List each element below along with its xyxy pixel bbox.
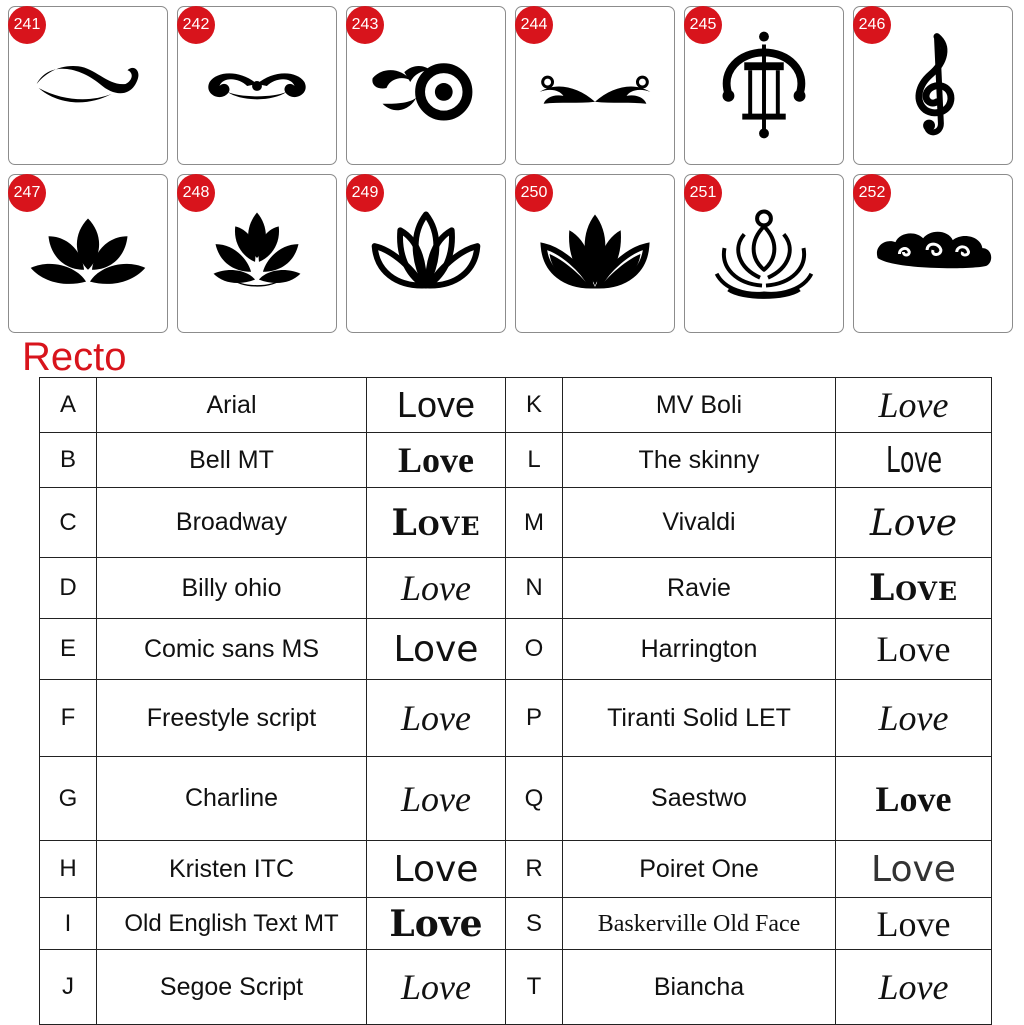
- cloud-swirl-icon: [854, 175, 1012, 332]
- font-option-name-cell: [97, 619, 367, 680]
- font-option-letter: D: [59, 574, 77, 601]
- treble-clef-icon: [854, 7, 1012, 164]
- lotus-petals-icon: [516, 175, 674, 332]
- lotus-outline-icon: [347, 175, 505, 332]
- font-option-name: Biancha: [653, 972, 745, 1001]
- font-sample: Love: [885, 440, 942, 481]
- font-sample-cell: [367, 488, 506, 558]
- font-sample: Love: [401, 967, 471, 1007]
- motif-number-badge: 252: [853, 174, 891, 212]
- font-option-letter: T: [526, 973, 542, 1000]
- font-sample: Love: [869, 502, 958, 544]
- font-sample: Love: [878, 698, 949, 738]
- font-option-name: Broadway: [175, 508, 288, 536]
- font-option-letter: A: [59, 391, 76, 418]
- font-option-name: Bell MT: [189, 445, 274, 474]
- font-option-letter-cell: [40, 841, 97, 898]
- font-sample: Love: [878, 385, 949, 425]
- font-option-name: Billy ohio: [181, 573, 282, 602]
- font-option-name: The skinny: [638, 445, 760, 474]
- font-option-name: Harrington: [640, 634, 758, 663]
- font-option-letter-cell: [40, 619, 97, 680]
- font-option-letter: I: [64, 909, 72, 937]
- motif-number-badge: 241: [8, 6, 46, 44]
- font-option-name-cell: [563, 757, 836, 841]
- motif-grid: [0, 0, 1024, 340]
- font-option-letter: L: [527, 446, 541, 473]
- font-option-name: Vivaldi: [662, 508, 736, 536]
- font-option-name-cell: [563, 619, 836, 680]
- section-heading: Recto: [22, 335, 127, 379]
- font-row: [40, 378, 992, 433]
- motif-tile[interactable]: [684, 174, 844, 333]
- font-option-letter: N: [525, 574, 543, 601]
- font-option-name-cell: [97, 841, 367, 898]
- font-sample-cell: [836, 757, 992, 841]
- font-sample-cell: [836, 950, 992, 1025]
- font-option-name-cell: [97, 950, 367, 1025]
- font-option-name: Saestwo: [651, 784, 747, 812]
- font-option-name-cell: [97, 378, 367, 433]
- font-sample: Love: [391, 501, 481, 544]
- font-row: [40, 898, 992, 950]
- font-row: [40, 433, 992, 488]
- lyre-icon: [685, 7, 843, 164]
- scroll-flourish-icon: [178, 7, 336, 164]
- lotus-yoga-icon: [685, 175, 843, 332]
- motif-tile[interactable]: [346, 6, 506, 165]
- font-option-name-cell: [97, 757, 367, 841]
- font-sample: Love: [871, 849, 956, 890]
- font-row: [40, 950, 992, 1025]
- font-sample-cell: [836, 378, 992, 433]
- motif-tile[interactable]: [684, 6, 844, 165]
- font-sample: Love: [868, 567, 959, 609]
- motif-tile[interactable]: [853, 6, 1013, 165]
- font-sample-cell: [836, 680, 992, 757]
- font-option-name-cell: [563, 433, 836, 488]
- font-option-letter: J: [62, 973, 74, 1000]
- motif-number-badge: 243: [346, 6, 384, 44]
- font-sample: Love: [876, 629, 951, 669]
- font-option-letter-cell: [506, 488, 563, 558]
- font-option-letter: F: [60, 704, 76, 731]
- font-row: [40, 680, 992, 757]
- font-option-name: Charline: [184, 784, 279, 812]
- font-option-name-cell: [563, 558, 836, 619]
- font-option-letter: H: [59, 855, 77, 882]
- font-option-name: Segoe Script: [159, 972, 304, 1001]
- font-option-letter-cell: [506, 680, 563, 757]
- font-option-name: Comic sans MS: [143, 634, 320, 663]
- font-table: [39, 377, 992, 1025]
- font-option-letter-cell: [40, 898, 97, 950]
- font-sample-cell: [367, 619, 506, 680]
- motif-number-badge: 249: [346, 174, 384, 212]
- font-option-name: Freestyle script: [146, 703, 317, 732]
- motif-number-badge: 250: [515, 174, 553, 212]
- font-option-name: Tiranti Solid LET: [607, 703, 791, 732]
- font-sample-cell: [836, 619, 992, 680]
- font-option-letter-cell: [506, 841, 563, 898]
- font-option-letter: P: [525, 704, 542, 731]
- font-option-letter-cell: [506, 898, 563, 950]
- motif-number-badge: 242: [177, 6, 215, 44]
- lotus-solid-icon: [9, 175, 167, 332]
- font-option-letter: C: [59, 508, 77, 536]
- wings-icon: [516, 7, 674, 164]
- font-option-letter: S: [525, 909, 542, 937]
- motif-tile[interactable]: [346, 174, 506, 333]
- font-row: [40, 558, 992, 619]
- font-option-name-cell: [97, 433, 367, 488]
- font-option-name: Kristen ITC: [168, 854, 295, 883]
- font-sample: Love: [393, 849, 479, 890]
- font-option-letter: R: [525, 855, 543, 882]
- motif-tile[interactable]: [515, 174, 675, 333]
- font-sample: Love: [398, 440, 474, 480]
- font-row: [40, 757, 992, 841]
- font-option-letter-cell: [506, 619, 563, 680]
- font-option-letter-cell: [506, 558, 563, 619]
- font-option-name: Arial: [206, 390, 257, 419]
- font-sample-cell: [836, 558, 992, 619]
- font-option-letter-cell: [40, 433, 97, 488]
- motif-number-badge: 247: [8, 174, 46, 212]
- font-sample-cell: [367, 757, 506, 841]
- font-option-name-cell: [563, 378, 836, 433]
- font-option-letter: B: [59, 446, 76, 473]
- font-option-name: Poiret One: [639, 854, 759, 883]
- font-sample: Love: [878, 967, 949, 1007]
- font-option-letter-cell: [40, 378, 97, 433]
- font-sample: Love: [875, 778, 952, 819]
- lotus-layered-icon: [178, 175, 336, 332]
- font-option-name-cell: [563, 488, 836, 558]
- motif-tile[interactable]: [853, 174, 1013, 333]
- font-option-name-cell: [97, 680, 367, 757]
- motif-number-badge: 246: [853, 6, 891, 44]
- motif-number-badge: 248: [177, 174, 215, 212]
- font-sample-cell: [367, 898, 506, 950]
- font-option-name-cell: [97, 558, 367, 619]
- font-sample: Love: [401, 568, 471, 608]
- font-sample-cell: [367, 680, 506, 757]
- font-option-letter-cell: [506, 757, 563, 841]
- font-option-letter: K: [525, 391, 542, 418]
- font-sample-cell: [367, 433, 506, 488]
- font-option-name: MV Boli: [655, 390, 743, 419]
- font-row: [40, 841, 992, 898]
- swirl-leaf-icon: [9, 7, 167, 164]
- font-row: [40, 488, 992, 558]
- font-option-letter: Q: [524, 784, 544, 812]
- font-option-letter-cell: [40, 757, 97, 841]
- font-option-letter: O: [524, 635, 544, 662]
- font-sample-cell: [367, 841, 506, 898]
- font-option-name-cell: [563, 841, 836, 898]
- motif-tile[interactable]: [515, 6, 675, 165]
- font-sample-cell: [836, 433, 992, 488]
- font-option-name-cell: [563, 950, 836, 1025]
- font-sample-cell: [836, 898, 992, 950]
- baroque-swirl-icon: [347, 7, 505, 164]
- font-option-letter-cell: [40, 950, 97, 1025]
- font-option-name-cell: [97, 898, 367, 950]
- font-option-name-cell: [97, 488, 367, 558]
- motif-tile[interactable]: [8, 174, 168, 333]
- font-option-name-cell: [563, 680, 836, 757]
- font-option-letter: G: [58, 784, 78, 812]
- font-option-letter-cell: [506, 378, 563, 433]
- font-sample-cell: [367, 558, 506, 619]
- font-sample: Love: [396, 384, 476, 425]
- motif-number-badge: 245: [684, 6, 722, 44]
- font-row: [40, 619, 992, 680]
- font-sample: Love: [393, 629, 479, 670]
- font-sample: Love: [876, 903, 951, 944]
- font-option-name: Ravie: [667, 573, 731, 602]
- font-sample-cell: [836, 841, 992, 898]
- font-option-letter: E: [59, 635, 76, 662]
- font-option-letter-cell: [506, 433, 563, 488]
- font-option-name: Old English Text MT: [124, 910, 339, 937]
- font-option-name: Baskerville Old Face: [597, 911, 801, 937]
- motif-number-badge: 244: [515, 6, 553, 44]
- font-option-letter-cell: [506, 950, 563, 1025]
- font-sample-cell: [367, 378, 506, 433]
- font-option-letter-cell: [40, 680, 97, 757]
- motif-tile[interactable]: [177, 6, 337, 165]
- motif-number-badge: 251: [684, 174, 722, 212]
- font-option-letter-cell: [40, 488, 97, 558]
- motif-tile[interactable]: [177, 174, 337, 333]
- font-option-letter-cell: [40, 558, 97, 619]
- font-sample: Love: [401, 698, 471, 738]
- font-option-letter: M: [524, 508, 544, 536]
- font-sample: Love: [401, 778, 471, 819]
- font-sample-cell: [836, 488, 992, 558]
- font-sample-cell: [367, 950, 506, 1025]
- font-option-name-cell: [563, 898, 836, 950]
- font-sample: Love: [389, 902, 483, 945]
- motif-tile[interactable]: [8, 6, 168, 165]
